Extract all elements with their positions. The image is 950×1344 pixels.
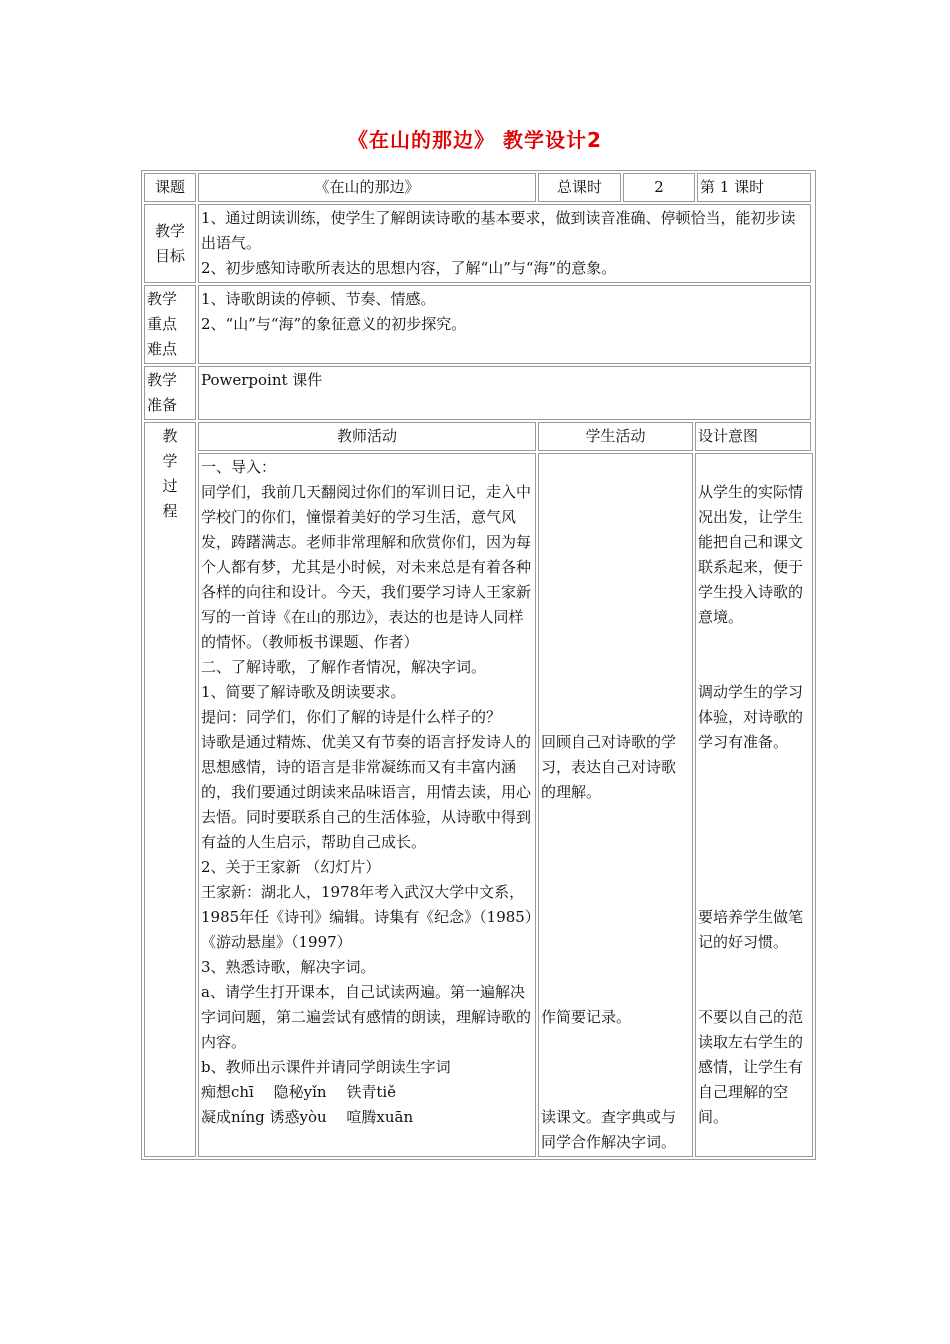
- focus-2: 2、“山”与“海”的象征意义的初步探究。: [201, 315, 467, 333]
- total-hours-label: 总课时: [538, 173, 621, 202]
- intent-4: 不要以自己的范读取左右学生的感情，让学生有自己理解的空间。: [698, 1008, 804, 1126]
- focus-row: [144, 285, 813, 364]
- intent-2: 调动学生的学习体验，对诗歌的学习有准备。: [698, 683, 804, 751]
- topic-label: 课题: [144, 173, 196, 202]
- goals-content: [198, 204, 811, 283]
- goal-1: 1、通过朗读训练，使学生了解朗读诗歌的基本要求，做到读音准确、停顿恰当，能初步读出语气。: [201, 209, 796, 252]
- total-hours-value: 2: [623, 173, 695, 202]
- student-note-2: 作简要记录。: [541, 1008, 632, 1026]
- process-header-row: [144, 422, 813, 451]
- focus-1: 1、诗歌朗读的停顿、节奏、情感。: [201, 290, 436, 308]
- col-student: 学生活动: [538, 422, 693, 451]
- student-note-1: 回顾自己对诗歌的学习，表达自己对诗歌的理解。: [541, 733, 677, 801]
- topic-value: 《在山的那边》: [198, 173, 536, 202]
- col-teacher: 教师活动: [198, 422, 536, 451]
- lesson-number: 第 1 课时: [697, 173, 811, 202]
- goal-2: 2、初步感知诗歌所表达的思想内容，了解“山”与“海”的意象。: [201, 259, 617, 277]
- process-body-row: [144, 453, 813, 1157]
- col-intent: 设计意图: [695, 422, 811, 451]
- design-intent: [695, 453, 813, 1157]
- intent-1: 从学生的实际情况出发，让学生能把自己和课文联系起来，便于学生投入诗歌的意境。: [698, 483, 804, 626]
- prep-label: 教学 准备: [144, 366, 196, 420]
- student-activity: [538, 453, 693, 1157]
- lesson-plan-table: [141, 170, 816, 1160]
- page-title: 《在山的那边》 教学设计2: [348, 128, 602, 152]
- prep-content: Powerpoint 课件: [198, 366, 811, 420]
- goals-row: [144, 204, 813, 283]
- student-note-3: 读课文。查字典或与同学合作解决字词。: [541, 1108, 677, 1151]
- goals-label: 教学 目标: [144, 204, 196, 283]
- teacher-activity: 一、导入： 同学们，我前几天翻阅过你们的军训日记，走入中学校门的你们，憧憬着美好的学习生活，意气风发，踌躇满志。老师非常理解和欣赏你们，因为每个人都有梦，尤其是小时候，对未来总是有着各种各样的向往和设计。今天，我们要学习诗人王家新写的一首诗《在山的那边》，表达的也是诗人同样的情怀。（教师板书课题、作者） 二、了解诗歌，了解作者情况，解决字词。 1、简要了解诗歌及朗读要求。 提问：同学们，你们了解的诗是什么样子的？ 诗歌是通过精炼、优美又有节奏的语言抒发诗人的思想感情，诗的语言是非常凝练而又有丰富内涵的，我们要通过朗读来品味语言，用情去读，用心去悟。同时要联系自己的生活体验，从诗歌中得到有益的人生启示，帮助自己成长。 2、关于王家新 （幻灯片） 王家新：湖北人，1978年考入武汉大学中文系，1985年任《诗刊》编辑。诗集有《纪念》（1985）《游动悬崖》（1997） 3、熟悉诗歌，解决字词。 a、请学生打开课本，自己试读两遍。第一遍解决字词问题，第二遍尝试有感情的朗读，理解诗歌的内容。 b、教师出示课件并请同学朗读生字词 痴想chī 隐秘yǐn 铁青tiě 凝成níng 诱惑yòu 喧腾xuān: [198, 453, 536, 1157]
- process-label: 教 学 过 程: [144, 422, 196, 1157]
- focus-content: [198, 285, 811, 364]
- focus-label: 教学 重点 难点: [144, 285, 196, 364]
- header-row: [144, 173, 813, 202]
- prep-row: [144, 366, 813, 420]
- intent-3: 要培养学生做笔记的好习惯。: [698, 908, 804, 951]
